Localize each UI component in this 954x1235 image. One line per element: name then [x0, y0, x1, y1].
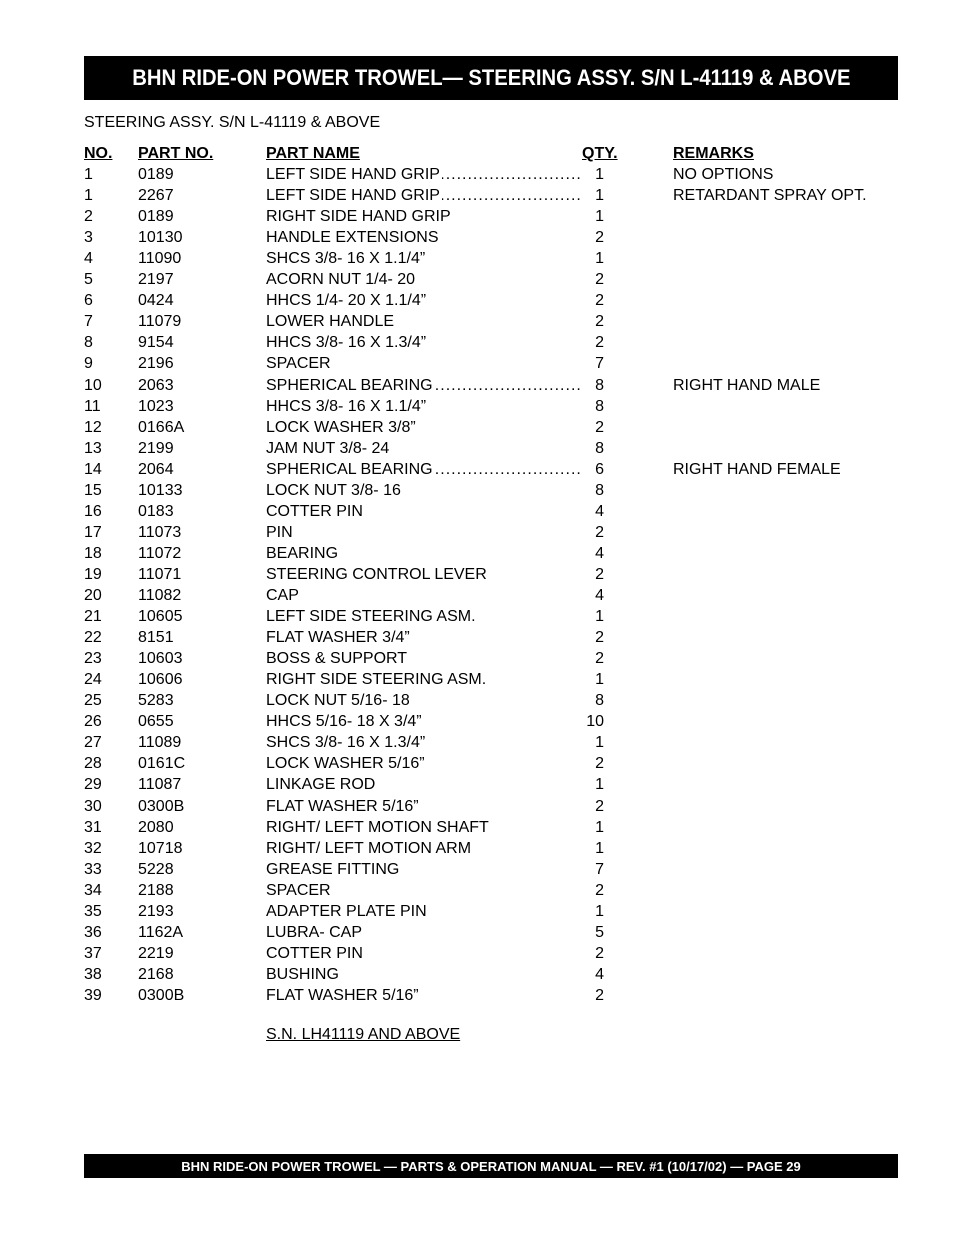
part-name: JAM NUT 3/8- 24	[266, 439, 390, 457]
quantity: 10	[586, 713, 604, 731]
table-row	[84, 732, 898, 753]
part-number: 2197	[138, 271, 174, 289]
item-no: 5	[84, 271, 93, 289]
table-row	[84, 332, 898, 353]
table-row	[84, 459, 898, 480]
quantity: 7	[595, 355, 604, 373]
table-row	[84, 438, 898, 459]
table-row	[84, 185, 898, 206]
part-number: 11089	[138, 734, 182, 752]
quantity: 2	[595, 271, 604, 289]
item-no: 26	[84, 713, 102, 731]
quantity: 1	[595, 839, 604, 857]
table-row	[84, 522, 898, 543]
item-no: 22	[84, 629, 102, 647]
part-number: 2196	[138, 355, 174, 373]
part-name: GREASE FITTING	[266, 860, 400, 878]
part-name: HHCS 3/8- 16 X 1.1/4”	[266, 397, 427, 415]
item-no: 38	[84, 965, 102, 983]
table-row	[84, 964, 898, 985]
item-no: 36	[84, 923, 102, 941]
part-name: HANDLE EXTENSIONS	[266, 229, 439, 247]
quantity: 7	[595, 860, 604, 878]
table-row	[84, 859, 898, 880]
part-number: 5283	[138, 692, 174, 710]
part-number: 5228	[138, 860, 174, 878]
item-no: 28	[84, 755, 102, 773]
part-name: RIGHT SIDE STEERING ASM.	[266, 671, 487, 689]
quantity: 1	[595, 250, 604, 268]
table-row	[84, 690, 898, 711]
part-name: STEERING CONTROL LEVER	[266, 565, 487, 583]
item-no: 23	[84, 650, 102, 668]
part-name: LOCK NUT 5/16- 18	[266, 692, 410, 710]
item-no: 19	[84, 565, 102, 583]
col-header-qty: QTY.	[582, 145, 618, 162]
quantity: 2	[595, 229, 604, 247]
col-header-no: NO.	[84, 145, 113, 162]
part-name: HHCS 1/4- 20 X 1.1/4”	[266, 292, 427, 310]
part-name: LOCK NUT 3/8- 16	[266, 481, 401, 499]
item-no: 9	[84, 355, 93, 373]
part-name: LINKAGE ROD	[266, 776, 376, 794]
part-number: 2064	[138, 460, 174, 478]
item-no: 30	[84, 797, 102, 815]
table-row	[84, 817, 898, 838]
part-name: CAP	[266, 587, 299, 604]
quantity: 2	[595, 755, 604, 773]
item-no: 6	[84, 292, 93, 310]
part-number: 0166A	[138, 418, 185, 436]
item-no: 2	[84, 208, 93, 226]
table-row	[84, 543, 898, 564]
table-row	[84, 627, 898, 648]
item-no: 20	[84, 587, 102, 604]
part-number: 2267	[138, 187, 174, 205]
table-row	[84, 375, 898, 396]
part-name: LOWER HANDLE	[266, 313, 395, 331]
item-no: 11	[84, 397, 101, 415]
table-row	[84, 606, 898, 627]
part-name: HHCS 3/8- 16 X 1.3/4”	[266, 334, 427, 352]
table-row	[84, 922, 898, 943]
item-no: 34	[84, 881, 102, 899]
part-number: 2080	[138, 818, 174, 836]
part-name: LOCK WASHER 5/16”	[266, 755, 425, 773]
quantity: 1	[580, 185, 604, 206]
item-no: 32	[84, 839, 102, 857]
item-no: 21	[84, 608, 102, 626]
quantity: 5	[595, 923, 604, 941]
item-no: 13	[84, 439, 102, 457]
quantity: 1	[595, 902, 604, 920]
table-row	[84, 711, 898, 732]
part-number: 10130	[138, 229, 183, 247]
quantity: 2	[595, 565, 604, 583]
part-number: 8151	[138, 629, 174, 647]
quantity: 8	[580, 375, 604, 396]
part-name: SPACER	[266, 355, 331, 373]
quantity: 2	[595, 881, 604, 899]
part-name: SPACER	[266, 881, 331, 899]
part-number: 2168	[138, 965, 174, 983]
table-row	[84, 838, 898, 859]
table-row	[84, 417, 898, 438]
part-name: LEFT SIDE STEERING ASM.	[266, 608, 476, 626]
quantity: 8	[595, 692, 604, 710]
table-row	[84, 901, 898, 922]
item-no: 24	[84, 671, 102, 689]
table-row	[84, 290, 898, 311]
part-number: 2219	[138, 944, 174, 962]
part-number: 10718	[138, 839, 183, 857]
table-row	[84, 248, 898, 269]
table-row	[84, 164, 898, 185]
quantity: 4	[595, 587, 604, 604]
page-header	[84, 56, 898, 100]
table-row	[84, 669, 898, 690]
item-no: 18	[84, 544, 102, 562]
item-no: 4	[84, 250, 93, 268]
part-name: LEFT SIDE HAND GRIP	[266, 187, 440, 205]
part-number: 2199	[138, 439, 174, 457]
part-name: LUBRA- CAP	[266, 923, 363, 941]
item-no: 27	[84, 734, 102, 752]
part-name: BUSHING	[266, 965, 339, 983]
quantity: 1	[595, 818, 604, 836]
remarks: RIGHT HAND MALE	[673, 376, 821, 394]
quantity: 2	[595, 418, 604, 436]
part-number: 11072	[138, 544, 182, 562]
part-number: 0183	[138, 502, 174, 520]
part-number: 10133	[138, 481, 183, 499]
remarks: NO OPTIONS	[673, 166, 774, 183]
table-row	[84, 985, 898, 1006]
part-name: COTTER PIN	[266, 944, 363, 962]
part-number: 10605	[138, 608, 183, 626]
quantity: 1	[595, 608, 604, 626]
part-number: 0655	[138, 713, 174, 731]
item-no: 17	[84, 523, 102, 541]
part-name: ADAPTER PLATE PIN	[266, 902, 427, 920]
quantity: 2	[595, 986, 604, 1004]
table-row	[84, 796, 898, 817]
quantity: 1	[595, 671, 604, 689]
table-row	[84, 311, 898, 332]
quantity: 1	[580, 164, 604, 185]
part-name: SHCS 3/8- 16 X 1.3/4”	[266, 734, 426, 752]
item-no: 12	[84, 418, 102, 436]
table-row	[84, 753, 898, 774]
item-no: 14	[84, 460, 102, 478]
part-name: ACORN NUT 1/4- 20	[266, 271, 416, 289]
part-name: RIGHT SIDE HAND GRIP	[266, 208, 451, 226]
item-no: 1	[84, 166, 93, 183]
part-number: 1023	[138, 397, 174, 415]
table-row	[84, 880, 898, 901]
part-name: SHCS 3/8- 16 X 1.1/4”	[266, 250, 426, 268]
item-no: 16	[84, 502, 102, 520]
quantity: 4	[595, 965, 604, 983]
item-no: 31	[84, 818, 102, 836]
part-number: 11071	[138, 565, 182, 583]
table-row	[84, 353, 898, 374]
part-name: BEARING	[266, 544, 339, 562]
quantity: 8	[595, 481, 604, 499]
leader-dots	[266, 459, 592, 480]
part-number: 0189	[138, 166, 174, 183]
part-number: 11082	[138, 587, 182, 604]
quantity: 2	[595, 629, 604, 647]
quantity: 6	[580, 459, 604, 480]
part-number: 2063	[138, 376, 174, 394]
part-name: LOCK WASHER 3/8”	[266, 418, 416, 436]
part-number: 2188	[138, 881, 174, 899]
part-name: LEFT SIDE HAND GRIP	[266, 166, 440, 183]
part-name: FLAT WASHER 5/16”	[266, 797, 419, 815]
quantity: 2	[595, 523, 604, 541]
part-name: RIGHT/ LEFT MOTION SHAFT	[266, 818, 489, 836]
part-name: HHCS 5/16- 18 X 3/4”	[266, 713, 422, 731]
footer-text: BHN RIDE-ON POWER TROWEL — PARTS & OPERATION MANUAL — REV. #1 (10/17/02) — PAGE 29	[181, 1158, 801, 1174]
serial-note: S.N. LH41119 AND ABOVE	[266, 1026, 461, 1043]
part-name: PIN	[266, 523, 293, 541]
part-number: 2193	[138, 902, 174, 920]
part-name: BOSS & SUPPORT	[266, 650, 408, 668]
table-row	[84, 206, 898, 227]
part-number: 0300B	[138, 797, 185, 815]
page-title: BHN RIDE-ON POWER TROWEL— STEERING ASSY. S/N L-41119 & ABOVE	[131, 65, 851, 90]
item-no: 15	[84, 481, 102, 499]
leader-dots	[266, 375, 592, 396]
page-footer	[84, 1154, 898, 1178]
item-no: 39	[84, 986, 102, 1004]
table-header	[84, 143, 898, 164]
table-row	[84, 396, 898, 417]
item-no: 3	[84, 229, 93, 247]
item-no: 25	[84, 692, 102, 710]
part-number: 11087	[138, 776, 182, 794]
quantity: 1	[595, 734, 604, 752]
part-number: 11079	[138, 313, 182, 331]
part-number: 9154	[138, 334, 174, 352]
leader-dots	[266, 164, 592, 185]
col-header-part-name: PART NAME	[266, 145, 360, 162]
item-no: 37	[84, 944, 102, 962]
part-name: FLAT WASHER 5/16”	[266, 986, 419, 1004]
part-number: 11090	[138, 250, 182, 268]
quantity: 4	[595, 502, 604, 520]
item-no: 1	[84, 187, 93, 205]
quantity: 2	[595, 944, 604, 962]
remarks: RETARDANT SPRAY OPT.	[673, 187, 867, 205]
quantity: 2	[595, 797, 604, 815]
part-number: 0161C	[138, 755, 186, 773]
part-number: 0300B	[138, 986, 185, 1004]
col-header-part-no: PART NO.	[138, 145, 214, 162]
item-no: 29	[84, 776, 102, 794]
table-row	[84, 480, 898, 501]
part-number: 0424	[138, 292, 174, 310]
item-no: 7	[84, 313, 93, 331]
leader-dots	[266, 185, 592, 206]
col-header-remarks: REMARKS	[673, 145, 754, 162]
part-name: FLAT WASHER 3/4”	[266, 629, 410, 647]
table-row	[84, 501, 898, 522]
part-name: COTTER PIN	[266, 502, 363, 520]
quantity: 2	[595, 313, 604, 331]
part-number: 11073	[138, 523, 182, 541]
part-number: 10606	[138, 671, 183, 689]
table-row	[84, 585, 898, 606]
item-no: 10	[84, 376, 102, 394]
quantity: 4	[595, 544, 604, 562]
table-row	[84, 269, 898, 290]
item-no: 35	[84, 902, 102, 920]
part-number: 10603	[138, 650, 183, 668]
table-row	[84, 227, 898, 248]
quantity: 2	[595, 334, 604, 352]
part-name: RIGHT/ LEFT MOTION ARM	[266, 839, 472, 857]
item-no: 8	[84, 334, 93, 352]
quantity: 2	[595, 650, 604, 668]
quantity: 2	[595, 292, 604, 310]
table-row	[84, 648, 898, 669]
quantity: 1	[595, 776, 604, 794]
quantity: 1	[595, 208, 604, 226]
part-name: SPHERICAL BEARING	[266, 460, 433, 478]
part-name: SPHERICAL BEARING	[266, 376, 433, 394]
part-number: 1162A	[138, 923, 184, 941]
quantity: 8	[595, 397, 604, 415]
quantity: 8	[595, 439, 604, 457]
section-subtitle: STEERING ASSY. S/N L-41119 & ABOVE	[84, 114, 381, 131]
item-no: 33	[84, 860, 102, 878]
table-row	[84, 564, 898, 585]
remarks: RIGHT HAND FEMALE	[673, 460, 841, 478]
part-number: 0189	[138, 208, 174, 226]
table-row	[84, 943, 898, 964]
table-row	[84, 774, 898, 795]
